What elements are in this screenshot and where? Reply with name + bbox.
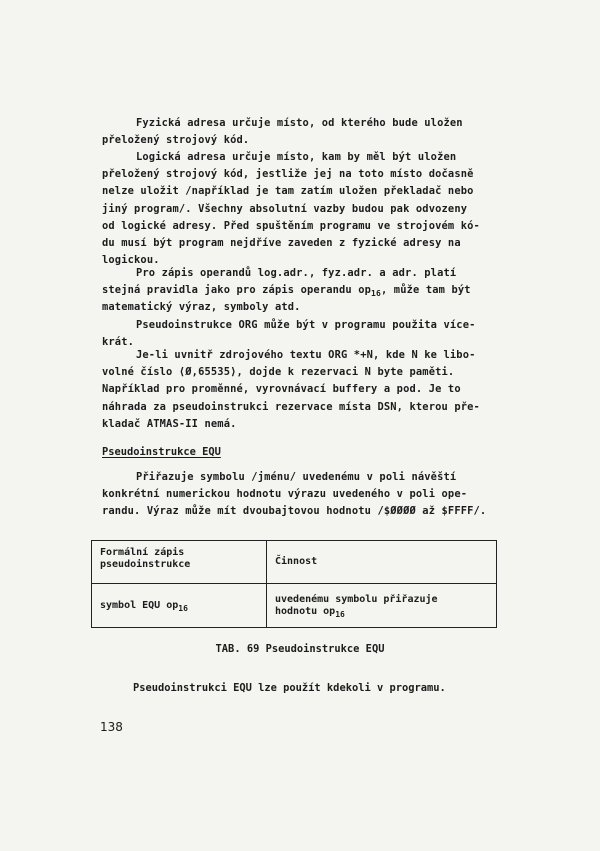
text-line: Fyzická adresa určuje místo, od kterého bude uložen bbox=[136, 117, 463, 129]
table-header-cell bbox=[267, 541, 497, 584]
table-cell bbox=[267, 584, 497, 628]
text-line: přeložený strojový kód, jestliže jej na toto místo dočasně bbox=[102, 168, 474, 181]
cell-text bbox=[275, 606, 488, 618]
text-line: od logické adresy. Před spuštěním programu ve strojovém kó- bbox=[102, 219, 480, 232]
cell-text: uvedenému symbolu přiřazuje bbox=[275, 593, 438, 605]
subscript: 16 bbox=[335, 609, 345, 619]
text-line: kladač ATMAS-II nemá. bbox=[102, 417, 237, 430]
subscript: 16 bbox=[371, 289, 381, 299]
text-line: du musí být program nejdříve zaveden z fyzické adresy na bbox=[102, 237, 461, 250]
text-line: logickou. bbox=[102, 254, 160, 267]
table-row bbox=[92, 584, 497, 628]
section-heading: Pseudoinstrukce EQU bbox=[102, 446, 221, 458]
closing-sentence: Pseudoinstrukci EQU lze použít kdekoli v programu. bbox=[133, 682, 446, 694]
paragraph-physical-address bbox=[102, 115, 512, 149]
text-line: Pro zápis operandů log.adr., fyz.adr. a adr. platí bbox=[136, 267, 457, 279]
text-line: náhrada za pseudoinstrukci rezervace místa DSN, kterou pře- bbox=[102, 400, 480, 413]
text-line: Je-li uvnitř zdrojového textu ORG *+N, kde N ke libo- bbox=[136, 349, 476, 361]
text-line: Přiřazuje symbolu /jménu/ uvedenému v poli návěští bbox=[136, 471, 457, 483]
paragraph-operand-rules bbox=[102, 265, 512, 317]
equ-table bbox=[91, 540, 497, 628]
table-header-cell bbox=[92, 541, 267, 584]
text-segment: stejná pravidla jako pro zápis operandu op bbox=[102, 284, 372, 297]
text-line: krát. bbox=[102, 336, 135, 349]
text-line bbox=[102, 282, 512, 299]
table-cell bbox=[92, 584, 267, 628]
text-line: konkrétní numerickou hodnotu výrazu uvedeného v poli ope- bbox=[102, 488, 468, 501]
text-line: randu. Výraz může mít dvoubajtovou hodnotu /$ØØØØ až $FFFF/. bbox=[102, 505, 487, 518]
text-line: nelze uložit /například je tam zatím uložen překladač nebo bbox=[102, 185, 474, 198]
table-header-row bbox=[92, 541, 497, 584]
paragraph-org-reservation bbox=[102, 347, 512, 433]
paragraph-equ-description bbox=[102, 469, 512, 521]
text-line: volné číslo ⟨Ø,65535⟩, dojde k rezervaci N byte paměti. bbox=[102, 366, 455, 379]
page-number: 138 bbox=[100, 720, 123, 734]
header-text: Činnost bbox=[275, 556, 318, 567]
text-line: Například pro proměnné, vyrovnávací buffery a pod. Je to bbox=[102, 383, 461, 396]
text-segment: , může tam být bbox=[380, 284, 471, 297]
text-line: jiný program/. Všechny absolutní vazby budou pak odvozeny bbox=[102, 202, 468, 215]
subscript: 16 bbox=[178, 603, 188, 613]
text-line: přeložený strojový kód. bbox=[102, 134, 250, 147]
text-line: matematický výraz, symboly atd. bbox=[102, 301, 301, 314]
header-text: pseudoinstrukce bbox=[100, 559, 191, 570]
paragraph-logical-address bbox=[102, 149, 512, 269]
text-line: Pseudoinstrukce ORG může být v programu použita více- bbox=[136, 319, 476, 331]
text-segment: hodnotu op bbox=[275, 605, 336, 617]
cell-text: symbol EQU op bbox=[100, 599, 179, 611]
table-caption: TAB. 69 Pseudoinstrukce EQU bbox=[215, 643, 385, 655]
text-line: Logická adresa určuje místo, kam by měl být uložen bbox=[136, 151, 457, 163]
header-text: Formální zápis bbox=[100, 547, 185, 558]
